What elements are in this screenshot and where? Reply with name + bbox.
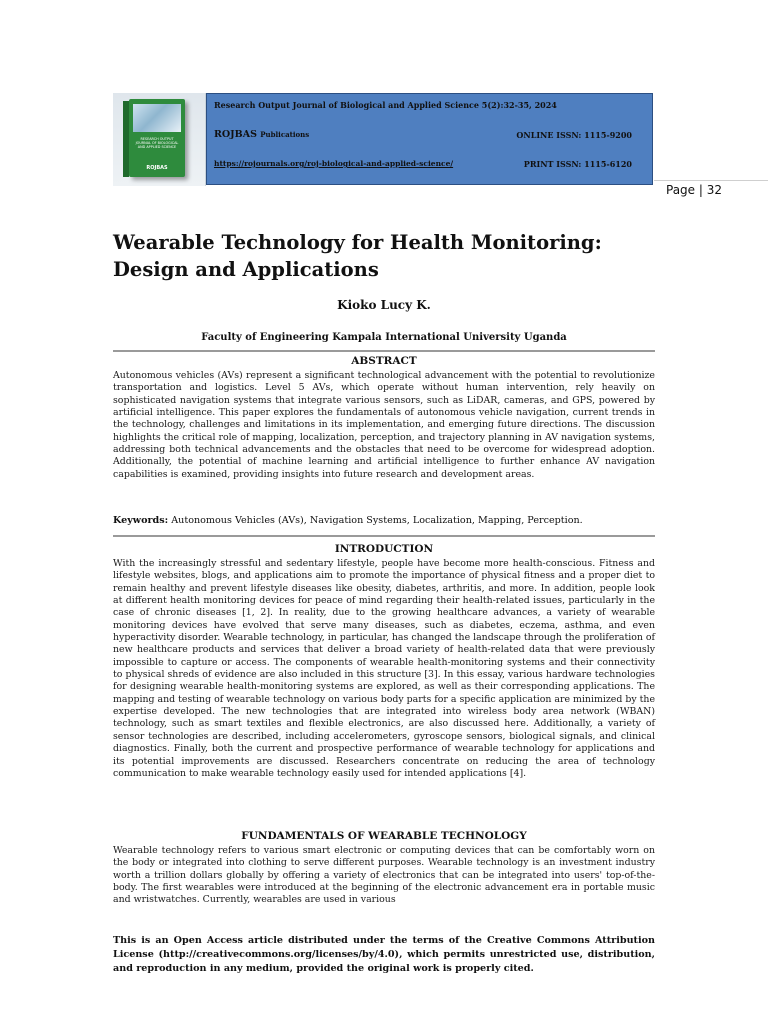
page-number: Page | 32 — [666, 183, 722, 197]
journal-header — [113, 93, 654, 186]
page-number-rule — [654, 180, 768, 181]
journal-info-box — [206, 93, 653, 185]
publisher-name: ROJBAS — [214, 129, 257, 140]
journal-book-cover — [129, 99, 185, 177]
journal-url-link[interactable]: https://rojournals.org/roj-biological-and-applied-science/ — [214, 159, 454, 168]
print-issn: PRINT ISSN: 1115-6120 — [523, 159, 632, 169]
fundamentals-text: Wearable technology refers to various smart electronic or computing devices that can be comfortably worn on the body or integrated into clothing to serve different purposes. Wearable technology is an investment industry worth a trillion dollars globally by offering a variety of electronics that can be integrated into users' top-of-the-body. The first wearables were introduced at the beginning of the electronic advancement era in portable music and wristwatches. Currently, wearables are used in various — [113, 845, 655, 906]
abstract-text: Autonomous vehicles (AVs) represent a significant technological advancement with the potential to revolutionize transportation and logistics. Level 5 AVs, which operate without human intervention, rely heavily on sophisticated navigation systems that integrate various sensors, such as LiDAR, cameras, and GPS, powered by artificial intelligence. This paper explores the fundamentals of autonomous vehicle navigation, current trends in the technology, challenges and limitations in its implementation, and emerging future directions. The discussion highlights the critical role of mapping, localization, perception, and trajectory planning in AV navigation systems, addressing both technical advancements and the obstacles that need to be overcome for widespread adoption. Additionally, the potential of machine learning and artificial intelligence to further enhance AV navigation capabilities is examined, providing insights into future research and development areas. — [113, 370, 655, 480]
introduction-heading: INTRODUCTION — [334, 543, 434, 555]
journal-cover-image — [113, 93, 206, 186]
introduction-top-rule — [113, 535, 655, 537]
abstract-heading: ABSTRACT — [351, 355, 417, 367]
article-title: Wearable Technology for Health Monitoring: Design and Applications — [113, 231, 602, 281]
abstract-top-rule — [113, 350, 655, 352]
publisher-suffix: Publications — [260, 130, 310, 139]
introduction-text: With the increasingly stressful and sedentary lifestyle, people have become more health-conscious. Fitness and lifestyle websites, blogs, and applications aim to promote the importance of physical fitness and a proper diet to remain healthy and prevent lifestyle diseases like obesity, diabetes, arthritis, and more. In addition, people look at different health monitoring devices for peace of mind regarding their health-related issues, particularly in the case of chronic diseases [1, 2]. In reality, due to the growing healthcare advances, a variety of wearable monitoring devices have evolved that serve many diseases, such as diabetes, eczema, asthma, and even hyperactivity disorder. Wearable technology, in particular, has changed the landscape through the proliferation of new healthcare products and services that deliver a broad variety of health-related data that were previously impossible to capture or access. The components of wearable health-monitoring systems and their connectivity to physical shreds of evidence are also included in this structure [3]. In this essay, various hardware technologies for designing wearable health-monitoring systems are explored, as well as their corresponding applications. The mapping and testing of wearable technology on various body parts for a specific application are minimized by the expertise developed. The new technologies that are integrated into wireless body area network (WBAN) technology, such as smart textiles and flexible electronics, are also discussed here. Additionally, a variety of sensor technologies are described, including accelerometers, gyroscope sensors, biological signals, and clinical diagnostics. Finally, both the current and prospective performance of wearable technology for applications and its potential improvements are discussed. Researchers concentrate on reducing the area of technology communication to make wearable technology easily used for intended applications [4]. — [113, 558, 655, 779]
online-issn: ONLINE ISSN: 1115-9200 — [516, 130, 632, 140]
book-cover-photo — [133, 104, 181, 132]
publisher — [214, 129, 309, 140]
license-notice: This is an Open Access article distributed under the terms of the Creative Commons Attribution License (http://creativecommons.org/licenses/by/4.0), which permits unrestricted use, distribution, and reproduction in any medium, provided the original work is properly cited. — [113, 935, 655, 974]
book-cover-logo: ROJBAS — [146, 165, 168, 171]
book-spine — [123, 101, 129, 177]
author-affiliation: Faculty of Engineering Kampala International University Uganda — [201, 332, 567, 343]
book-cover-title: RESEARCH OUTPUT JOURNAL OF BIOLOGICAL AND APPLIED SCIENCE — [135, 137, 179, 150]
journal-citation: Research Output Journal of Biological and Applied Science 5(2):32-35, 2024 — [214, 100, 557, 110]
keywords-label: Keywords: — [113, 515, 169, 526]
keywords-list: Autonomous Vehicles (AVs), Navigation Systems, Localization, Mapping, Perception. — [171, 515, 583, 526]
article-author: Kioko Lucy K. — [337, 298, 431, 312]
keywords — [113, 515, 655, 527]
fundamentals-heading: FUNDAMENTALS OF WEARABLE TECHNOLOGY — [241, 830, 527, 842]
